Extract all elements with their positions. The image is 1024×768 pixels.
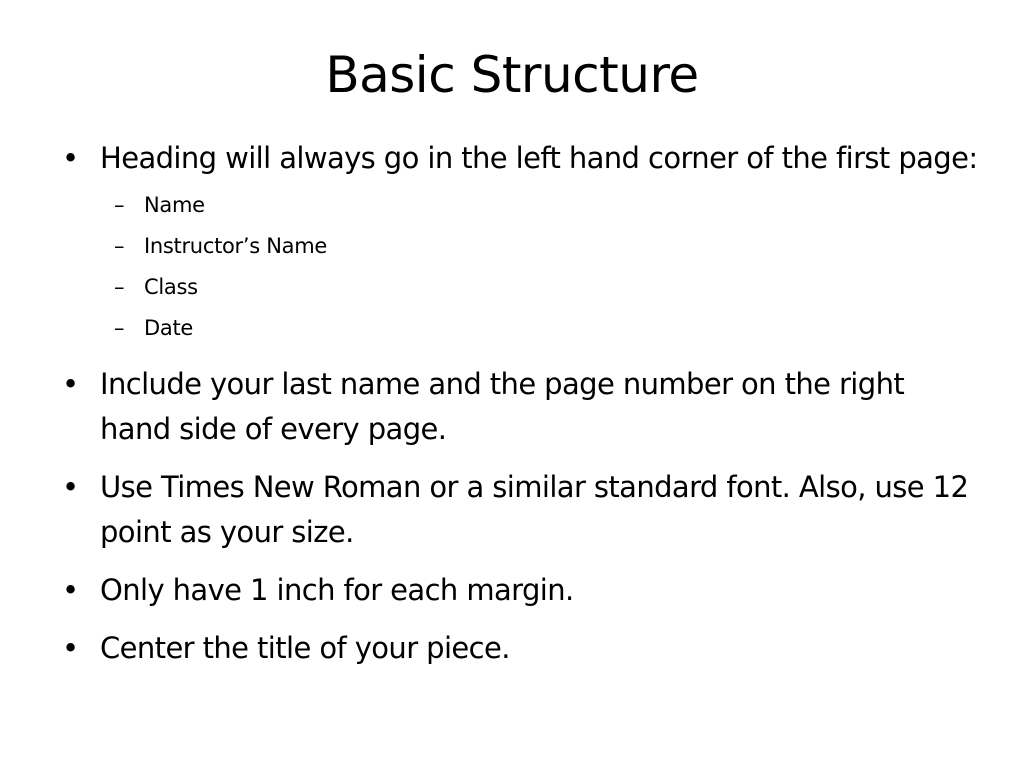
bullet-text: Center the title of your piece. xyxy=(100,631,510,665)
sub-list xyxy=(100,185,980,349)
bullet-item-margin xyxy=(60,568,980,613)
sub-item-text: Name xyxy=(144,193,205,217)
bullet-item-font xyxy=(60,465,980,555)
bullet-marker: • xyxy=(62,631,79,665)
bullet-marker: • xyxy=(62,367,79,401)
bullet-item-last-name xyxy=(60,362,980,452)
dash-marker: – xyxy=(114,234,125,258)
bullet-text: Include your last name and the page number on the right hand side of every page. xyxy=(100,367,905,446)
bullet-list xyxy=(60,136,980,684)
sub-item-date xyxy=(100,308,980,349)
bullet-marker: • xyxy=(62,141,79,175)
sub-item-text: Date xyxy=(144,316,193,340)
bullet-text: Use Times New Roman or a similar standard font. Also, use 12 point as your size. xyxy=(100,470,969,549)
bullet-item-center-title xyxy=(60,626,980,671)
sub-item-text: Instructor’s Name xyxy=(144,234,328,258)
sub-item-text: Class xyxy=(144,275,198,299)
sub-item-name xyxy=(100,185,980,226)
dash-marker: – xyxy=(114,193,125,217)
bullet-text: Heading will always go in the left hand corner of the first page: xyxy=(100,141,978,175)
sub-item-class xyxy=(100,267,980,308)
bullet-text: Only have 1 inch for each margin. xyxy=(100,573,574,607)
slide-title: Basic Structure xyxy=(325,46,699,104)
bullet-item-heading xyxy=(60,136,980,349)
sub-item-instructor-name xyxy=(100,226,980,267)
bullet-marker: • xyxy=(62,470,79,504)
dash-marker: – xyxy=(114,316,125,340)
bullet-marker: • xyxy=(62,573,79,607)
dash-marker: – xyxy=(114,275,125,299)
